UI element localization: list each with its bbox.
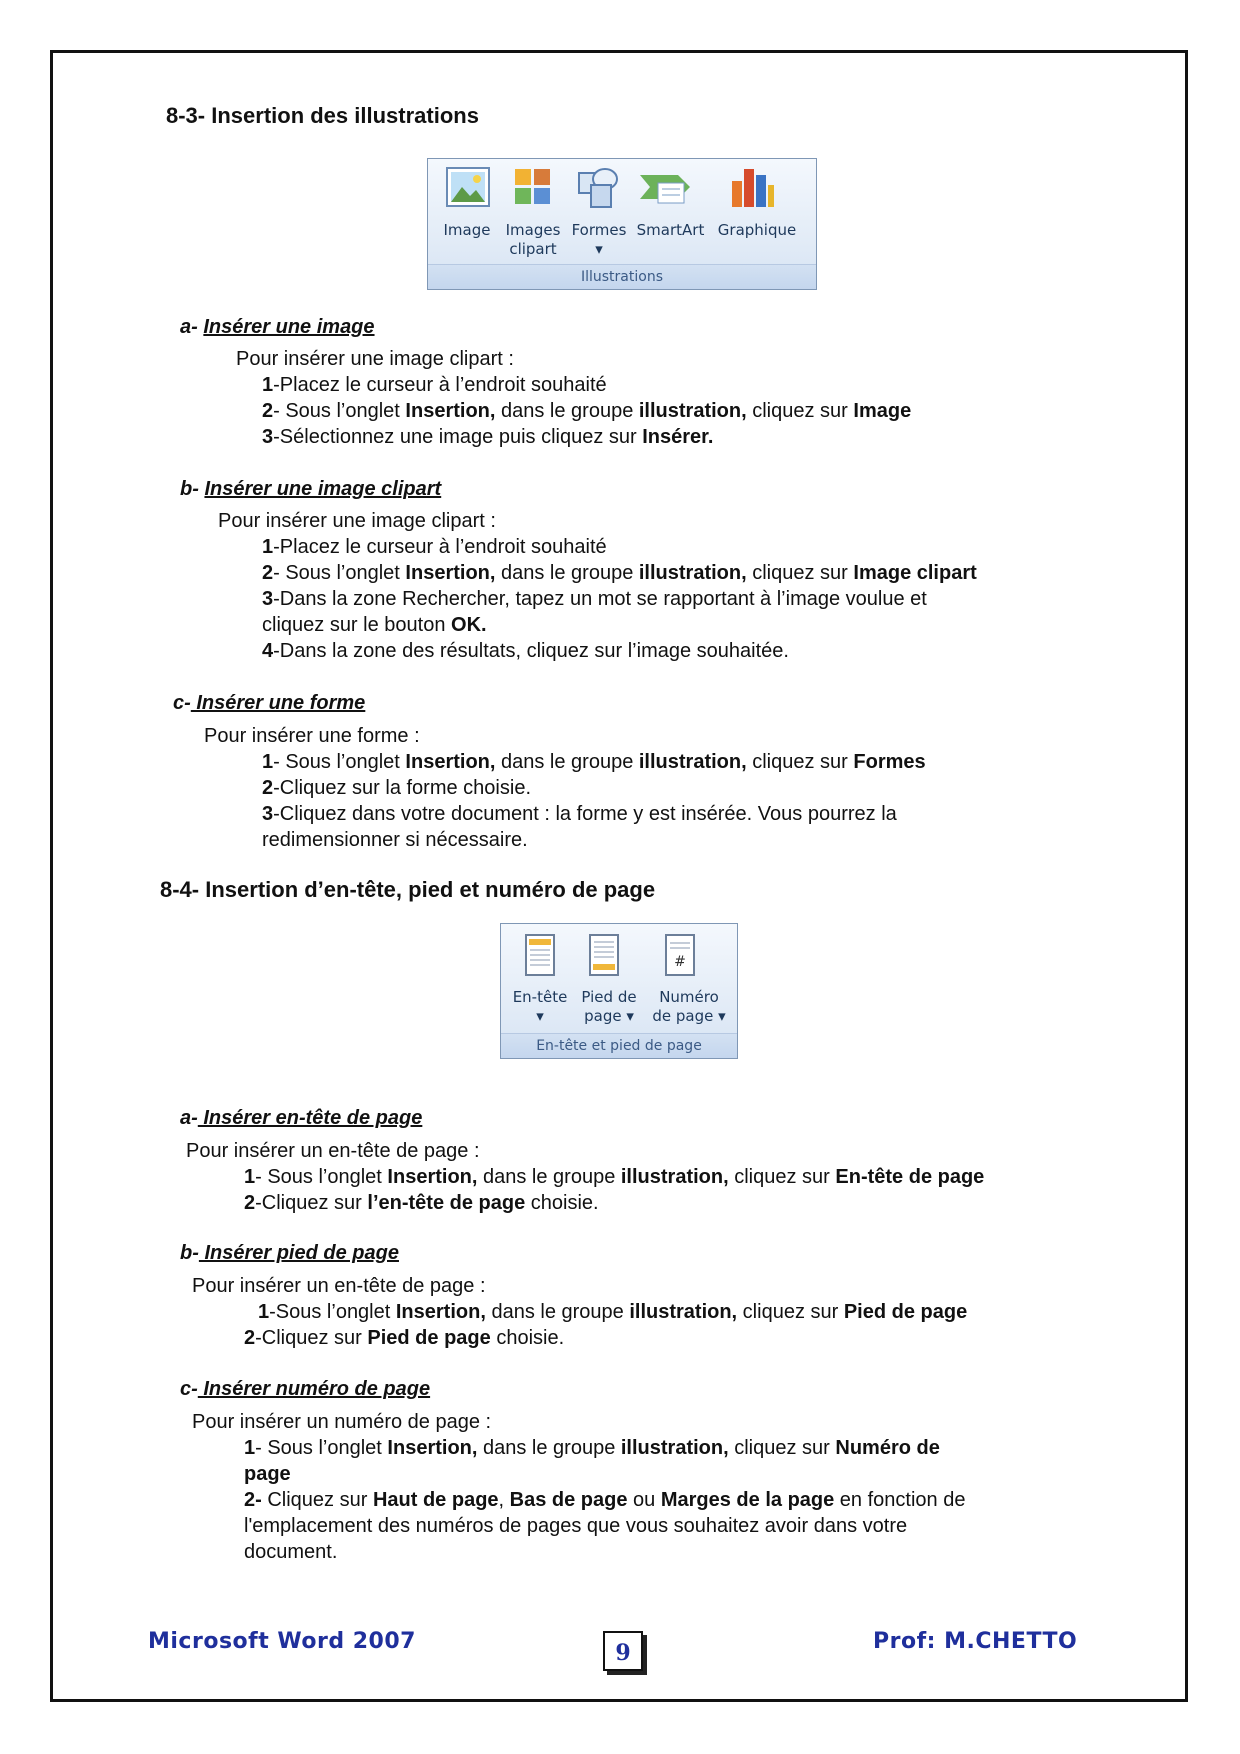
smartart-button[interactable]: SmartArt bbox=[636, 221, 705, 239]
footer-author: Prof: M.CHETTO bbox=[873, 1629, 1078, 1654]
subsection-c-title: c- Insérer numéro de page bbox=[180, 1378, 431, 1400]
page-number-button[interactable]: Numéro de page ▾ bbox=[652, 988, 726, 1025]
subsection-b-title: b- Insérer pied de page bbox=[180, 1242, 399, 1264]
step-line: 4-Dans la zone des résultats, cliquez sur l’image souhaitée. bbox=[262, 640, 789, 662]
subsection-c-title: c- Insérer une forme bbox=[173, 692, 366, 714]
intro-text: Pour insérer un numéro de page : bbox=[192, 1411, 492, 1433]
clipart-icon bbox=[513, 167, 553, 209]
shapes-button[interactable]: Formes ▾ bbox=[568, 221, 630, 259]
image-icon bbox=[444, 165, 494, 211]
step-line: 2-Cliquez sur la forme choisie. bbox=[262, 777, 531, 799]
step-line: 1-Placez le curseur à l’endroit souhaité bbox=[262, 536, 607, 558]
step-line: cliquez sur le bouton OK. bbox=[262, 614, 487, 636]
clipart-button[interactable]: Images clipart bbox=[505, 221, 561, 258]
step-line: 1- Sous l’onglet Insertion, dans le groupe illustration, cliquez sur En-tête de page bbox=[244, 1166, 985, 1188]
step-line: 1- Sous l’onglet Insertion, dans le groupe illustration, cliquez sur Formes bbox=[262, 751, 926, 773]
intro-text: Pour insérer une image clipart : bbox=[236, 348, 514, 370]
section-title-8-4: 8-4- Insertion d’en-tête, pied et numéro de page bbox=[160, 877, 656, 902]
step-line: 2- Sous l’onglet Insertion, dans le groupe illustration, cliquez sur Image clipart bbox=[262, 562, 977, 584]
illustrations-ribbon-image bbox=[427, 158, 817, 290]
section-title-8-3: 8-3- Insertion des illustrations bbox=[166, 103, 479, 128]
step-line: 3-Cliquez dans votre document : la forme y est insérée. Vous pourrez la bbox=[262, 803, 897, 825]
step-line: 2-Cliquez sur l’en-tête de page choisie. bbox=[244, 1192, 599, 1214]
intro-text: Pour insérer un en-tête de page : bbox=[186, 1140, 480, 1162]
step-line: 2- Sous l’onglet Insertion, dans le groupe illustration, cliquez sur Image bbox=[262, 400, 912, 422]
subsection-b-title: b- Insérer une image clipart bbox=[180, 478, 442, 500]
step-line: l'emplacement des numéros de pages que vous souhaitez avoir dans votre bbox=[244, 1515, 908, 1537]
step-line: 2- Cliquez sur Haut de page, Bas de page ou Marges de la page en fonction de bbox=[244, 1489, 966, 1511]
step-line: 3-Sélectionnez une image puis cliquez sur Insérer. bbox=[262, 426, 714, 448]
footer-icon bbox=[587, 932, 623, 980]
step-line: redimensionner si nécessaire. bbox=[262, 829, 528, 851]
chart-button[interactable]: Graphique bbox=[717, 221, 797, 239]
step-line: 1-Placez le curseur à l’endroit souhaité bbox=[262, 374, 607, 396]
dropdown-arrow-icon: ▾ bbox=[621, 1007, 634, 1025]
header-button[interactable]: En-tête ▾ bbox=[507, 988, 573, 1026]
shapes-icon bbox=[575, 163, 623, 211]
step-line: 1- Sous l’onglet Insertion, dans le groupe illustration, cliquez sur Numéro de bbox=[244, 1437, 940, 1459]
intro-text: Pour insérer un en-tête de page : bbox=[192, 1275, 486, 1297]
ribbon-group-label: En-tête et pied de page bbox=[501, 1033, 737, 1058]
subsection-a-title: a- Insérer une image bbox=[180, 316, 375, 338]
dropdown-arrow-icon: ▾ bbox=[595, 240, 603, 258]
svg-text:#: # bbox=[674, 954, 686, 970]
ribbon-group-label: Illustrations bbox=[428, 264, 816, 289]
smartart-icon bbox=[638, 167, 692, 207]
step-line: page bbox=[244, 1463, 291, 1485]
step-line: 3-Dans la zone Rechercher, tapez un mot se rapportant à l’image voulue et bbox=[262, 588, 927, 610]
intro-text: Pour insérer une image clipart : bbox=[218, 510, 496, 532]
page-number: 9 bbox=[603, 1631, 643, 1671]
chart-icon bbox=[728, 163, 776, 211]
header-icon bbox=[523, 932, 559, 980]
intro-text: Pour insérer une forme : bbox=[204, 725, 420, 747]
dropdown-arrow-icon: ▾ bbox=[536, 1007, 544, 1025]
footer-button[interactable]: Pied de page ▾ bbox=[581, 988, 637, 1025]
image-button[interactable]: Image bbox=[443, 221, 491, 239]
subsection-a-title: a- Insérer en-tête de page bbox=[180, 1107, 423, 1129]
header-footer-ribbon-image bbox=[500, 923, 738, 1059]
footer-title: Microsoft Word 2007 bbox=[148, 1629, 416, 1654]
dropdown-arrow-icon: ▾ bbox=[713, 1007, 726, 1025]
page-number-icon bbox=[663, 932, 699, 980]
step-line: 2-Cliquez sur Pied de page choisie. bbox=[244, 1327, 565, 1349]
step-line: 1-Sous l’onglet Insertion, dans le groupe illustration, cliquez sur Pied de page bbox=[258, 1301, 968, 1323]
step-line: document. bbox=[244, 1541, 338, 1563]
